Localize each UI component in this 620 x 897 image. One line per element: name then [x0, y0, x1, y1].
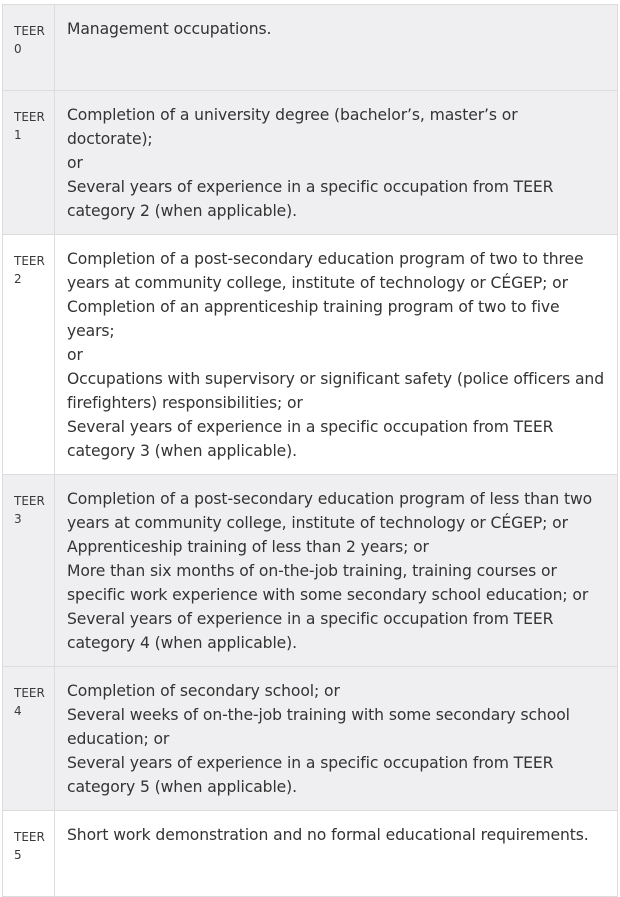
teer-category-number: 2	[14, 272, 22, 286]
teer-row-0	[3, 5, 618, 91]
teer-category-label: TEER	[14, 494, 45, 508]
teer-category-label: TEER	[14, 24, 45, 38]
teer-category-number: 5	[14, 848, 22, 862]
teer-category-cell	[3, 667, 55, 811]
requirement-line: More than six months of on-the-job training, training courses or	[67, 562, 557, 580]
requirement-line: firefighters) responsibilities; or	[67, 394, 303, 412]
teer-row-4	[3, 667, 618, 811]
teer-category-number: 3	[14, 512, 22, 526]
requirement-line: Completion of a post-secondary education program of less than two	[67, 490, 593, 508]
requirement-line: or	[67, 346, 83, 364]
requirement-line: category 4 (when applicable).	[67, 634, 298, 652]
teer-row-2	[3, 235, 618, 475]
requirement-line: Occupations with supervisory or significant safety (police officers and	[67, 370, 604, 388]
teer-category-cell	[3, 235, 55, 475]
teer-requirements-cell	[55, 235, 618, 475]
teer-row-1	[3, 91, 618, 235]
requirement-line: Short work demonstration and no formal educational requirements.	[67, 826, 589, 844]
teer-requirements-cell	[55, 811, 618, 897]
requirement-line: Several years of experience in a specific occupation from TEER	[67, 178, 554, 196]
teer-category-number: 0	[14, 42, 22, 56]
requirement-line: education; or	[67, 730, 170, 748]
requirement-line: Completion of secondary school; or	[67, 682, 340, 700]
teer-row-5	[3, 811, 618, 897]
requirement-line: category 2 (when applicable).	[67, 202, 298, 220]
requirement-line: category 3 (when applicable).	[67, 442, 298, 460]
teer-category-label: TEER	[14, 686, 45, 700]
teer-requirements-cell	[55, 5, 618, 91]
teer-requirements-cell	[55, 475, 618, 667]
requirement-line: specific work experience with some secondary school education; or	[67, 586, 589, 604]
teer-category-label: TEER	[14, 254, 45, 268]
requirement-line: Completion of a university degree (bachelor’s, master’s or doctorate);	[67, 106, 518, 148]
teer-category-cell	[3, 475, 55, 667]
requirement-line: or	[67, 154, 83, 172]
teer-category-cell	[3, 811, 55, 897]
teer-category-label: TEER	[14, 830, 45, 844]
requirement-line: category 5 (when applicable).	[67, 778, 298, 796]
requirement-line: Several years of experience in a specific occupation from TEER	[67, 418, 554, 436]
requirement-line: Completion of a post-secondary education program of two to three	[67, 250, 584, 268]
requirement-line: Several weeks of on-the-job training with some secondary school	[67, 706, 570, 724]
teer-category-cell	[3, 91, 55, 235]
teer-category-number: 4	[14, 704, 22, 718]
requirement-line: Apprenticeship training of less than 2 years; or	[67, 538, 429, 556]
requirement-line: years at community college, institute of technology or CÉGEP; or	[67, 274, 568, 292]
requirement-line: Several years of experience in a specific occupation from TEER	[67, 610, 554, 628]
teer-category-cell	[3, 5, 55, 91]
teer-requirements-cell	[55, 667, 618, 811]
requirement-line: Management occupations.	[67, 20, 272, 38]
teer-requirements-table	[2, 4, 618, 897]
teer-row-3	[3, 475, 618, 667]
requirement-line: Completion of an apprenticeship training program of two to five years;	[67, 298, 560, 340]
teer-category-number: 1	[14, 128, 22, 142]
requirement-line: years at community college, institute of technology or CÉGEP; or	[67, 514, 568, 532]
teer-category-label: TEER	[14, 110, 45, 124]
requirement-line: Several years of experience in a specific occupation from TEER	[67, 754, 554, 772]
teer-requirements-cell	[55, 91, 618, 235]
